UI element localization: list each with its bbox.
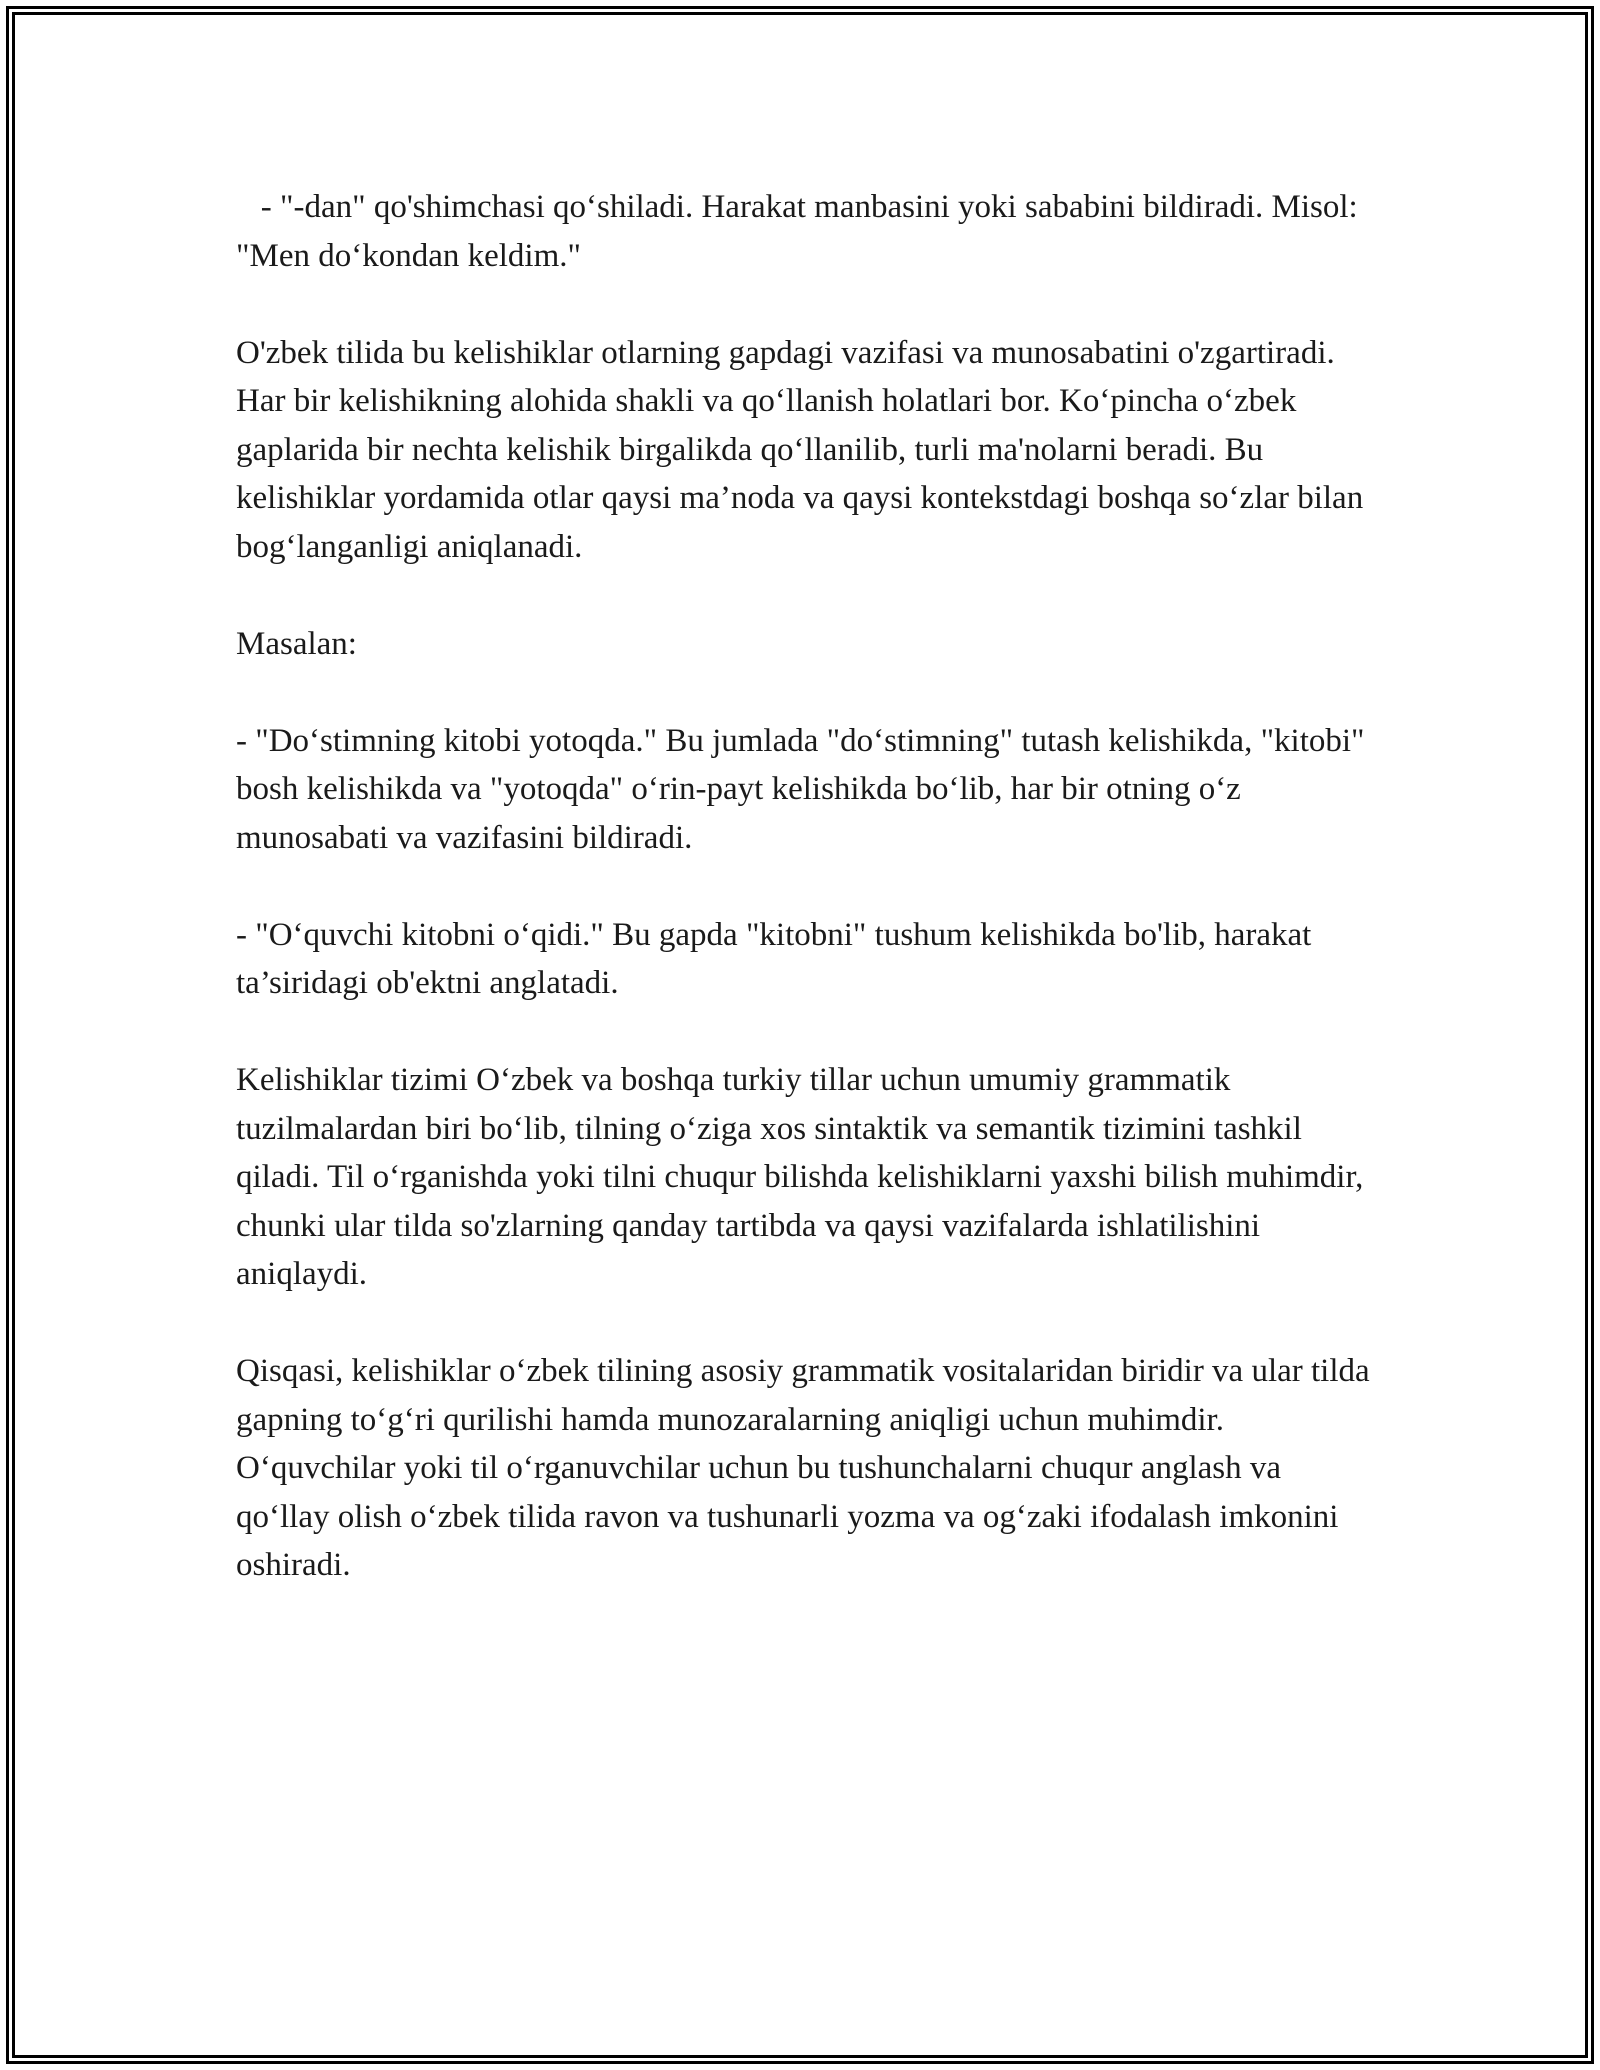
paragraph-case-system: Kelishiklar tizimi O‘zbek va boshqa turkiy tillar uchun umumiy grammatik tuzilmalardan biri bo‘lib, tilning o‘ziga xos sintaktik va semantik tizimini tashkil qiladi. Til o‘rganishda yoki tilni chuqur bilishda kelishiklarni yaxshi bilish muhimdir, chunki ular tilda so'zlarning qanday tartibda va qaysi vazifalarda ishlatilishini aniqlaydi. (236, 1062, 1372, 1292)
paragraph-example-1: - "Do‘stimning kitobi yotoqda." Bu jumlada "do‘stimning" tutash kelishikda, "kitobi" bosh kelishikda va "yotoqda" o‘rin-payt kelishikda bo‘lib, har bir otning o‘z munosabati va vazifasini bildiradi. (236, 722, 1373, 856)
paragraph-example-heading: Masalan: (236, 625, 357, 662)
paragraph-summary: Qisqasi, kelishiklar o‘zbek tilining asosiy grammatik vositalaridan biridir va ular tilda gapning to‘g‘ri qurilishi hamda munozaralarning aniqligi uchun muhimdir. O‘quvchilar yoki til o‘rganuvchilar uchun bu tushunchalarni chuqur anglash va qo‘llay olish o‘zbek tilida ravon va tushunarli yozma va og‘zaki ifodalash imkonini oshiradi. (236, 1353, 1378, 1583)
paragraph-dan-suffix: - "-dan" qo'shimchasi qo‘shiladi. Harakat manbasini yoki sababini bildiradi. Misol: "Men do‘kondan keldim." (236, 189, 1366, 274)
document-body (236, 183, 1376, 1638)
paragraph-example-2: - "O‘quvchi kitobni o‘qidi." Bu gapda "kitobni" tushum kelishikda bo'lib, harakat ta’siridagi ob'ektni anglatadi. (236, 916, 1320, 1001)
paragraph-case-function: O'zbek tilida bu kelishiklar otlarning gapdagi vazifasi va munosabatini o'zgartiradi. Har bir kelishikning alohida shakli va qo‘llanish holatlari bor. Ko‘pincha o‘zbek gaplarida bir nechta kelishik birgalikda qo‘llanilib, turli ma'nolarni beradi. Bu kelishiklar yordamida otlar qaysi ma’noda va qaysi kontekstdagi boshqa so‘zlar bilan bog‘langanligi aniqlanadi. (236, 334, 1372, 565)
